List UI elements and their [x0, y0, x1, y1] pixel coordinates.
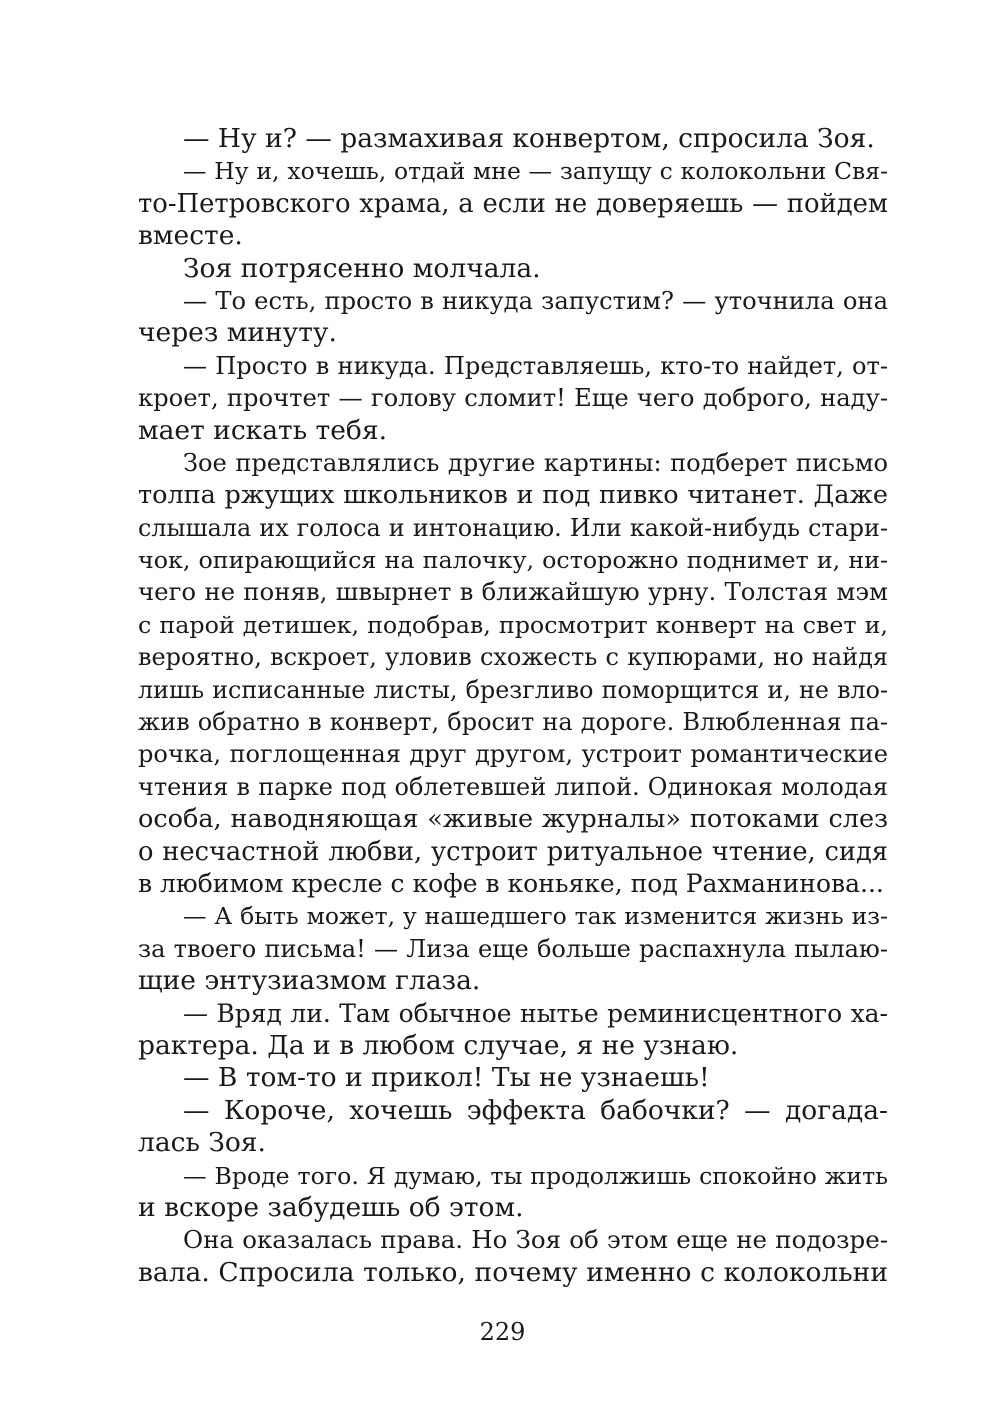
- text-line: — Вроде того. Я думаю, ты продолжишь спокойно жить: [183, 1161, 888, 1190]
- text-line: — А быть может, у нашедшего так изменится жизнь из-: [183, 902, 888, 931]
- text-line: — Ну и, хочешь, отдай мне — запущу с колокольни Свя-: [183, 157, 888, 186]
- text-line: и вскоре забудешь об этом.: [138, 1191, 524, 1223]
- text-line: о несчастной любви, устроит ритуальное чтение, сидя: [138, 836, 888, 867]
- text-line: с парой детишек, подобрав, просмотрит конверт на свет и,: [138, 610, 888, 639]
- text-line: вместе.: [138, 220, 243, 252]
- text-line: вала. Спросила только, почему именно с колокольни: [138, 1256, 888, 1288]
- text-line: толпа ржущих школьников и под пивко читанет. Даже: [138, 480, 888, 511]
- text-line: — То есть, просто в никуда запустим? — уточнила она: [183, 286, 888, 315]
- text-line: то-Петровского храма, а если не доверяешь — пойдем: [138, 188, 888, 219]
- text-line: чего не поняв, швырнет в ближайшую урну. Толстая мэм: [138, 577, 888, 607]
- text-line: Зое представлялись другие картины: подберет письмо: [183, 448, 888, 477]
- text-line: Она оказалась права. Но Зоя об этом еще не подозре-: [183, 1225, 888, 1255]
- text-line: кроет, прочтет — голову сломит! Еще чего доброго, наду-: [138, 384, 888, 413]
- text-line: жив обратно в конверт, бросит на дороге. Влюбленная па-: [138, 708, 888, 737]
- text-line: чок, опирающийся на палочку, осторожно поднимет и, ни-: [138, 546, 888, 575]
- text-line: — Вряд ли. Там обычное нытье реминисцентного ха-: [183, 998, 888, 1028]
- text-line: особа, наводняющая «живые журналы» потоками слез: [138, 804, 888, 835]
- text-line: Зоя потрясенно молчала.: [183, 252, 541, 284]
- text-line: — Ну и? — размахивая конвертом, спросила Зоя.: [183, 123, 875, 154]
- text-line: мает искать тебя.: [138, 414, 387, 446]
- text-line: через минуту.: [138, 317, 337, 349]
- text-line: — Просто в никуда. Представляешь, кто-то найдет, от-: [183, 351, 888, 380]
- text-line: вероятно, вскроет, уловив схожесть с купюрами, но найдя: [138, 643, 888, 672]
- text-line: лишь исписанные листы, брезгливо поморщится и, не вло-: [138, 675, 888, 704]
- body-text: [138, 123, 888, 1289]
- text-line: рочка, поглощенная друг другом, устроит романтические: [138, 740, 888, 769]
- text-line: — В том-то и прикол! Ты не узнаешь!: [183, 1062, 710, 1094]
- text-line: — Короче, хочешь эффекта бабочки? — догада-: [183, 1094, 888, 1126]
- text-line: чтения в парке под облетевшей липой. Одинокая молодая: [138, 772, 888, 801]
- text-line: лась Зоя.: [138, 1127, 266, 1159]
- text-line: слышала их голоса и интонацию. Или какой-нибудь стари-: [138, 513, 888, 542]
- text-line: в любимом кресле с кофе в коньяке, под Рахманинова...: [138, 868, 884, 898]
- text-line: щие энтузиазмом глаза.: [138, 965, 481, 997]
- text-line: за твоего письма! — Лиза еще больше распахнула пылаю-: [138, 934, 888, 963]
- page-number: 229: [479, 1318, 526, 1346]
- text-line: рактера. Да и в любом случае, я не узнаю.: [138, 1029, 739, 1061]
